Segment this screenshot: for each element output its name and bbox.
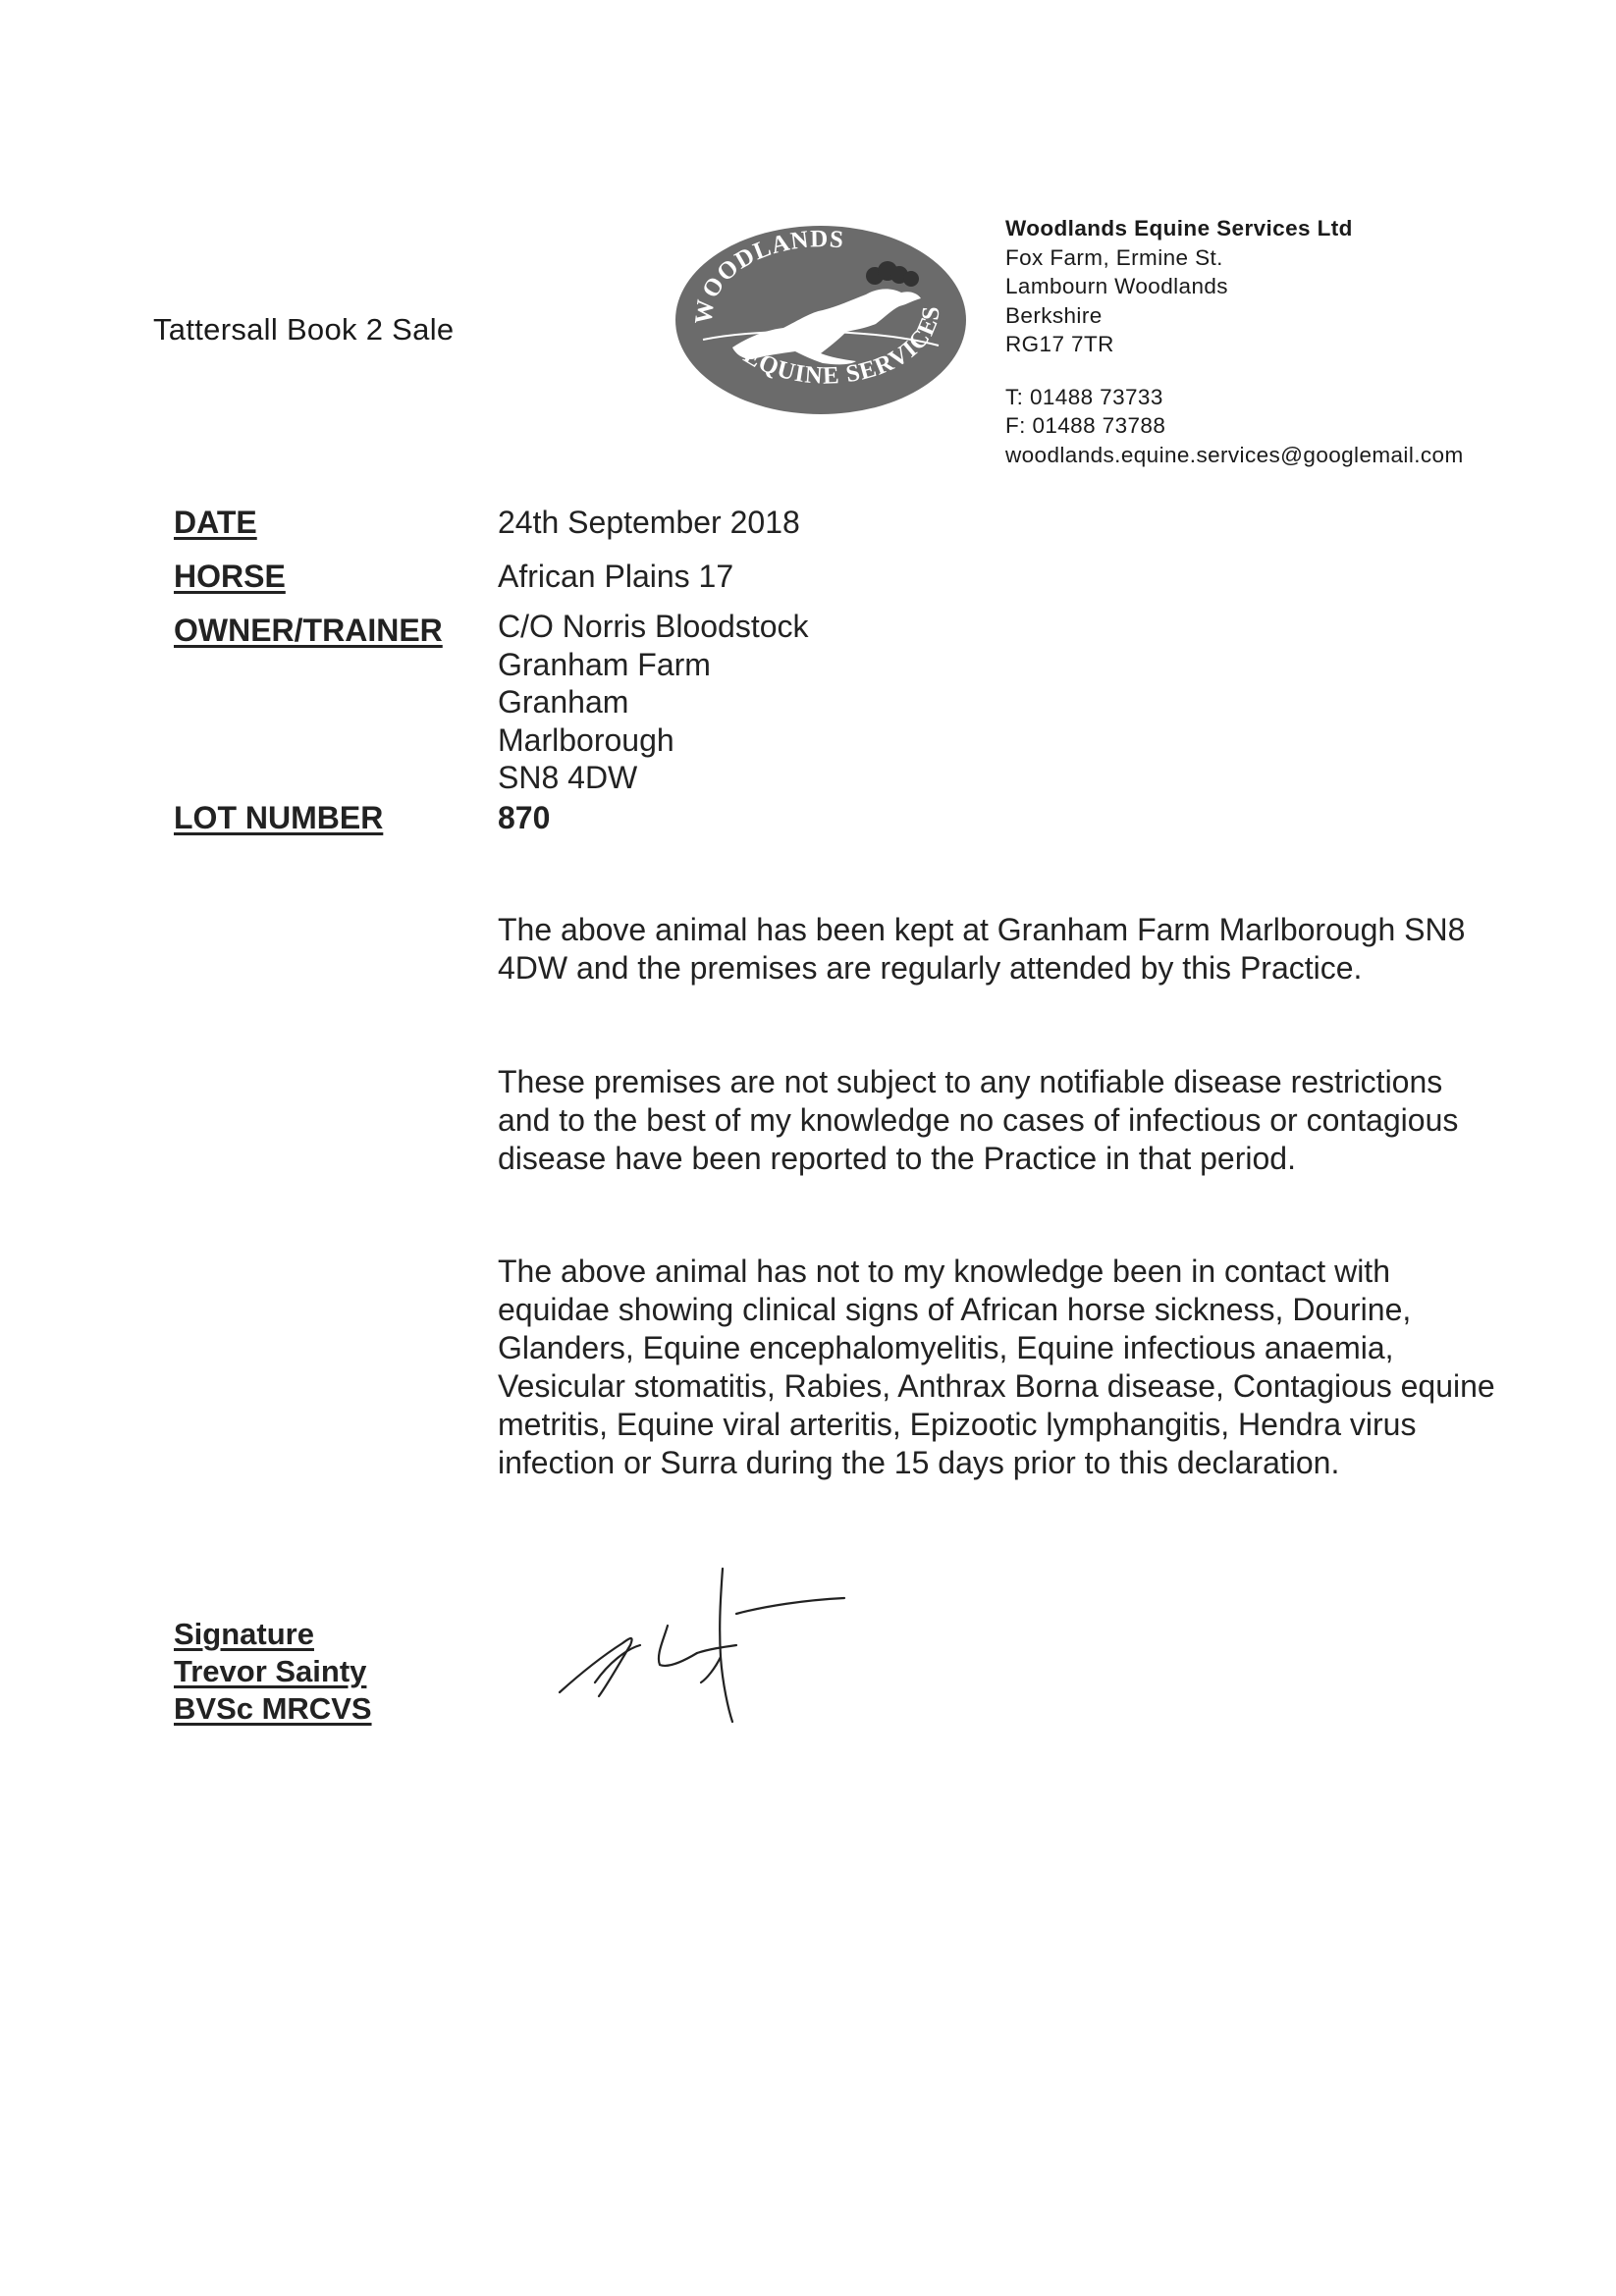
logo-top-text: WOODLANDS <box>690 226 845 326</box>
address-line: RG17 7TR <box>1005 332 1114 356</box>
sale-title: Tattersall Book 2 Sale <box>153 312 455 347</box>
address-line: Berkshire <box>1005 302 1103 328</box>
owner-line: SN8 4DW <box>498 760 638 795</box>
address-line: Lambourn Woodlands <box>1005 274 1228 298</box>
fax: F: 01488 73788 <box>1005 413 1166 438</box>
woodlands-logo <box>673 222 968 418</box>
horse-label: HORSE <box>174 559 286 594</box>
horse-value: African Plains 17 <box>498 559 734 594</box>
owner-trainer-label: OWNER/TRAINER <box>174 613 443 648</box>
logo-bottom-text: EQUINE SERVICES <box>738 304 945 390</box>
date-label: DATE <box>174 505 257 540</box>
owner-line: Granham <box>498 684 629 720</box>
signature-block <box>174 1616 372 1728</box>
date-value: 24th September 2018 <box>498 505 800 540</box>
company-name: Woodlands Equine Services Ltd <box>1005 216 1353 240</box>
declaration-paragraph-2: These premises are not subject to any notifiable disease restrictions and to the best of my knowledge no cases of infectious or contagious disease have been reported to the Practice in that period. <box>498 1064 1459 1176</box>
handwritten-signature <box>550 1567 874 1724</box>
owner-trainer-value <box>498 608 809 797</box>
owner-line: C/O Norris Bloodstock <box>498 609 809 644</box>
email: woodlands.equine.services@googlemail.com <box>1005 442 1464 467</box>
company-address-block <box>1005 214 1464 469</box>
telephone: T: 01488 73733 <box>1005 384 1163 409</box>
declaration-paragraph-3: The above animal has not to my knowledge been in contact with equidae showing clinical signs of African horse sickness, Dourine, Glanders, Equine encephalomyelitis, Equine infectious anaemia, Vesicular stomatitis, Rabies, Anthrax Borna disease, Contagious equine metritis, Equine viral arteritis, Epizootic lymphangitis, Hendra virus infection or Surra during the 15 days prior to this declaration. <box>498 1254 1495 1480</box>
lot-number-label: LOT NUMBER <box>174 800 384 835</box>
owner-line: Granham Farm <box>498 646 711 682</box>
address-line: Fox Farm, Ermine St. <box>1005 244 1223 270</box>
signatory-qualifications: BVSc MRCVS <box>174 1691 372 1726</box>
signature-label: Signature <box>174 1617 314 1651</box>
owner-line: Marlborough <box>498 721 674 758</box>
signatory-name: Trevor Sainty <box>174 1654 367 1688</box>
declaration-paragraph-1: The above animal has been kept at Granham Farm Marlborough SN8 4DW and the premises are regularly attended by this Practice. <box>498 912 1466 986</box>
lot-number-value: 870 <box>498 800 551 835</box>
